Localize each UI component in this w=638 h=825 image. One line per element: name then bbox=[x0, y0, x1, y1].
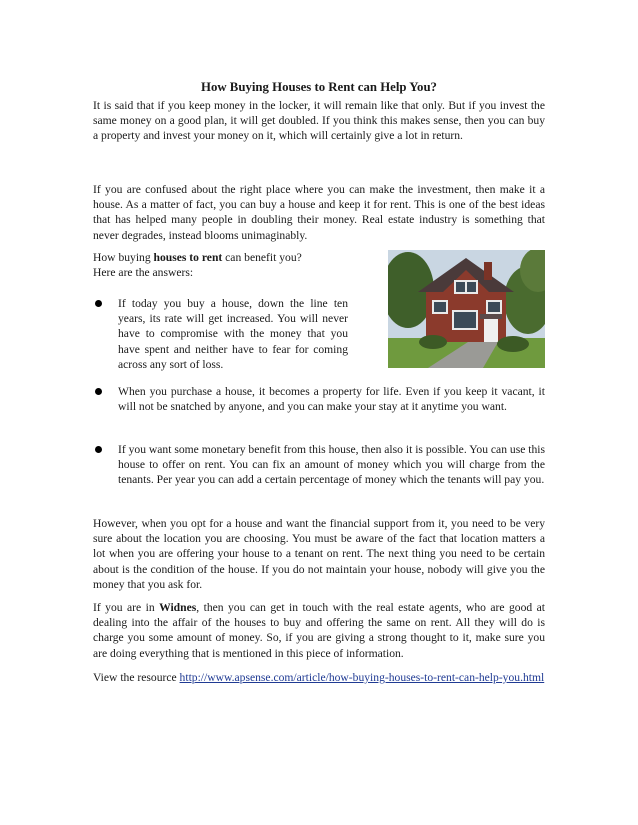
bullet-text-3: If you want some monetary benefit from this house, then also it is possible. You can use this house to offer on rent. You can fix an amount of money which you will charge from the tenants. Per year you can add a certain percentage of money which the tenants will pay you. bbox=[118, 443, 545, 487]
intro-line-2: Here are the answers: bbox=[93, 266, 194, 280]
intro-bold-keyword: houses to rent bbox=[153, 251, 223, 264]
bullet-text-2: When you purchase a house, it becomes a property for life. Even if you keep it vacant, it will not be snatched by anyone, and you can make your stay at it anytime you want. bbox=[118, 385, 545, 414]
resource-label: View the resource bbox=[93, 671, 180, 684]
intro-text-start: How buying bbox=[93, 251, 154, 264]
p4-text-end: , then you can get in touch with the real estate agents, who are good at dealing into the affair of the houses to buy and offering the same on rent. All they will do is charge you some amount of money. So, if you are giving a strong thought to it, make sure you are doing everything that is mentioned in this piece of information. bbox=[93, 601, 545, 660]
resource-link[interactable]: http://www.apsense.com/article/how-buying-houses-to-rent-can-help-you.html bbox=[179, 671, 545, 684]
paragraph-4 bbox=[93, 600, 545, 661]
document-title: How Buying Houses to Rent can Help You? bbox=[201, 80, 437, 94]
paragraph-1: It is said that if you keep money in the locker, it will remain like that only. But if you invest the same money on a good plan, it will get doubled. If you think this makes sense, then you can buy a property and invest your money on it, which will certainly give a lot in return. bbox=[93, 99, 545, 143]
p4-text-start: If you are in bbox=[93, 601, 160, 614]
paragraph-2: If you are confused about the right place where you can make the investment, then make it a house. As a matter of fact, you can buy a house and keep it for rent. This is one of the best ideas that has helped many people in doubling their money. Real estate industry is something that never degrades, instead blooms unimaginably. bbox=[93, 183, 545, 242]
answers-intro bbox=[93, 250, 343, 280]
bullet-text-1: If today you buy a house, down the line ten years, its rate will get increased. You will never have to compromise with the money that you have spent and neither have to fear for coming across any sort of loss. bbox=[118, 297, 348, 371]
bullet-icon bbox=[95, 388, 102, 395]
house-image bbox=[388, 250, 545, 368]
house-photo bbox=[388, 250, 545, 368]
bullet-icon bbox=[95, 300, 102, 307]
p4-bold-location: Widnes bbox=[159, 601, 197, 614]
intro-text-end: can benefit you? bbox=[222, 251, 302, 264]
bullet-icon bbox=[95, 446, 102, 453]
paragraph-3: However, when you opt for a house and want the financial support from it, you need to be very sure about the location you are choosing. You must be aware of the fact that location matters a lot when you are offering your house to a tenant on rent. The next thing you need to be certain about is the condition of the house. If you do not maintain your house, nobody will give you the money that you ask for. bbox=[93, 517, 545, 591]
resource-paragraph bbox=[93, 670, 545, 685]
